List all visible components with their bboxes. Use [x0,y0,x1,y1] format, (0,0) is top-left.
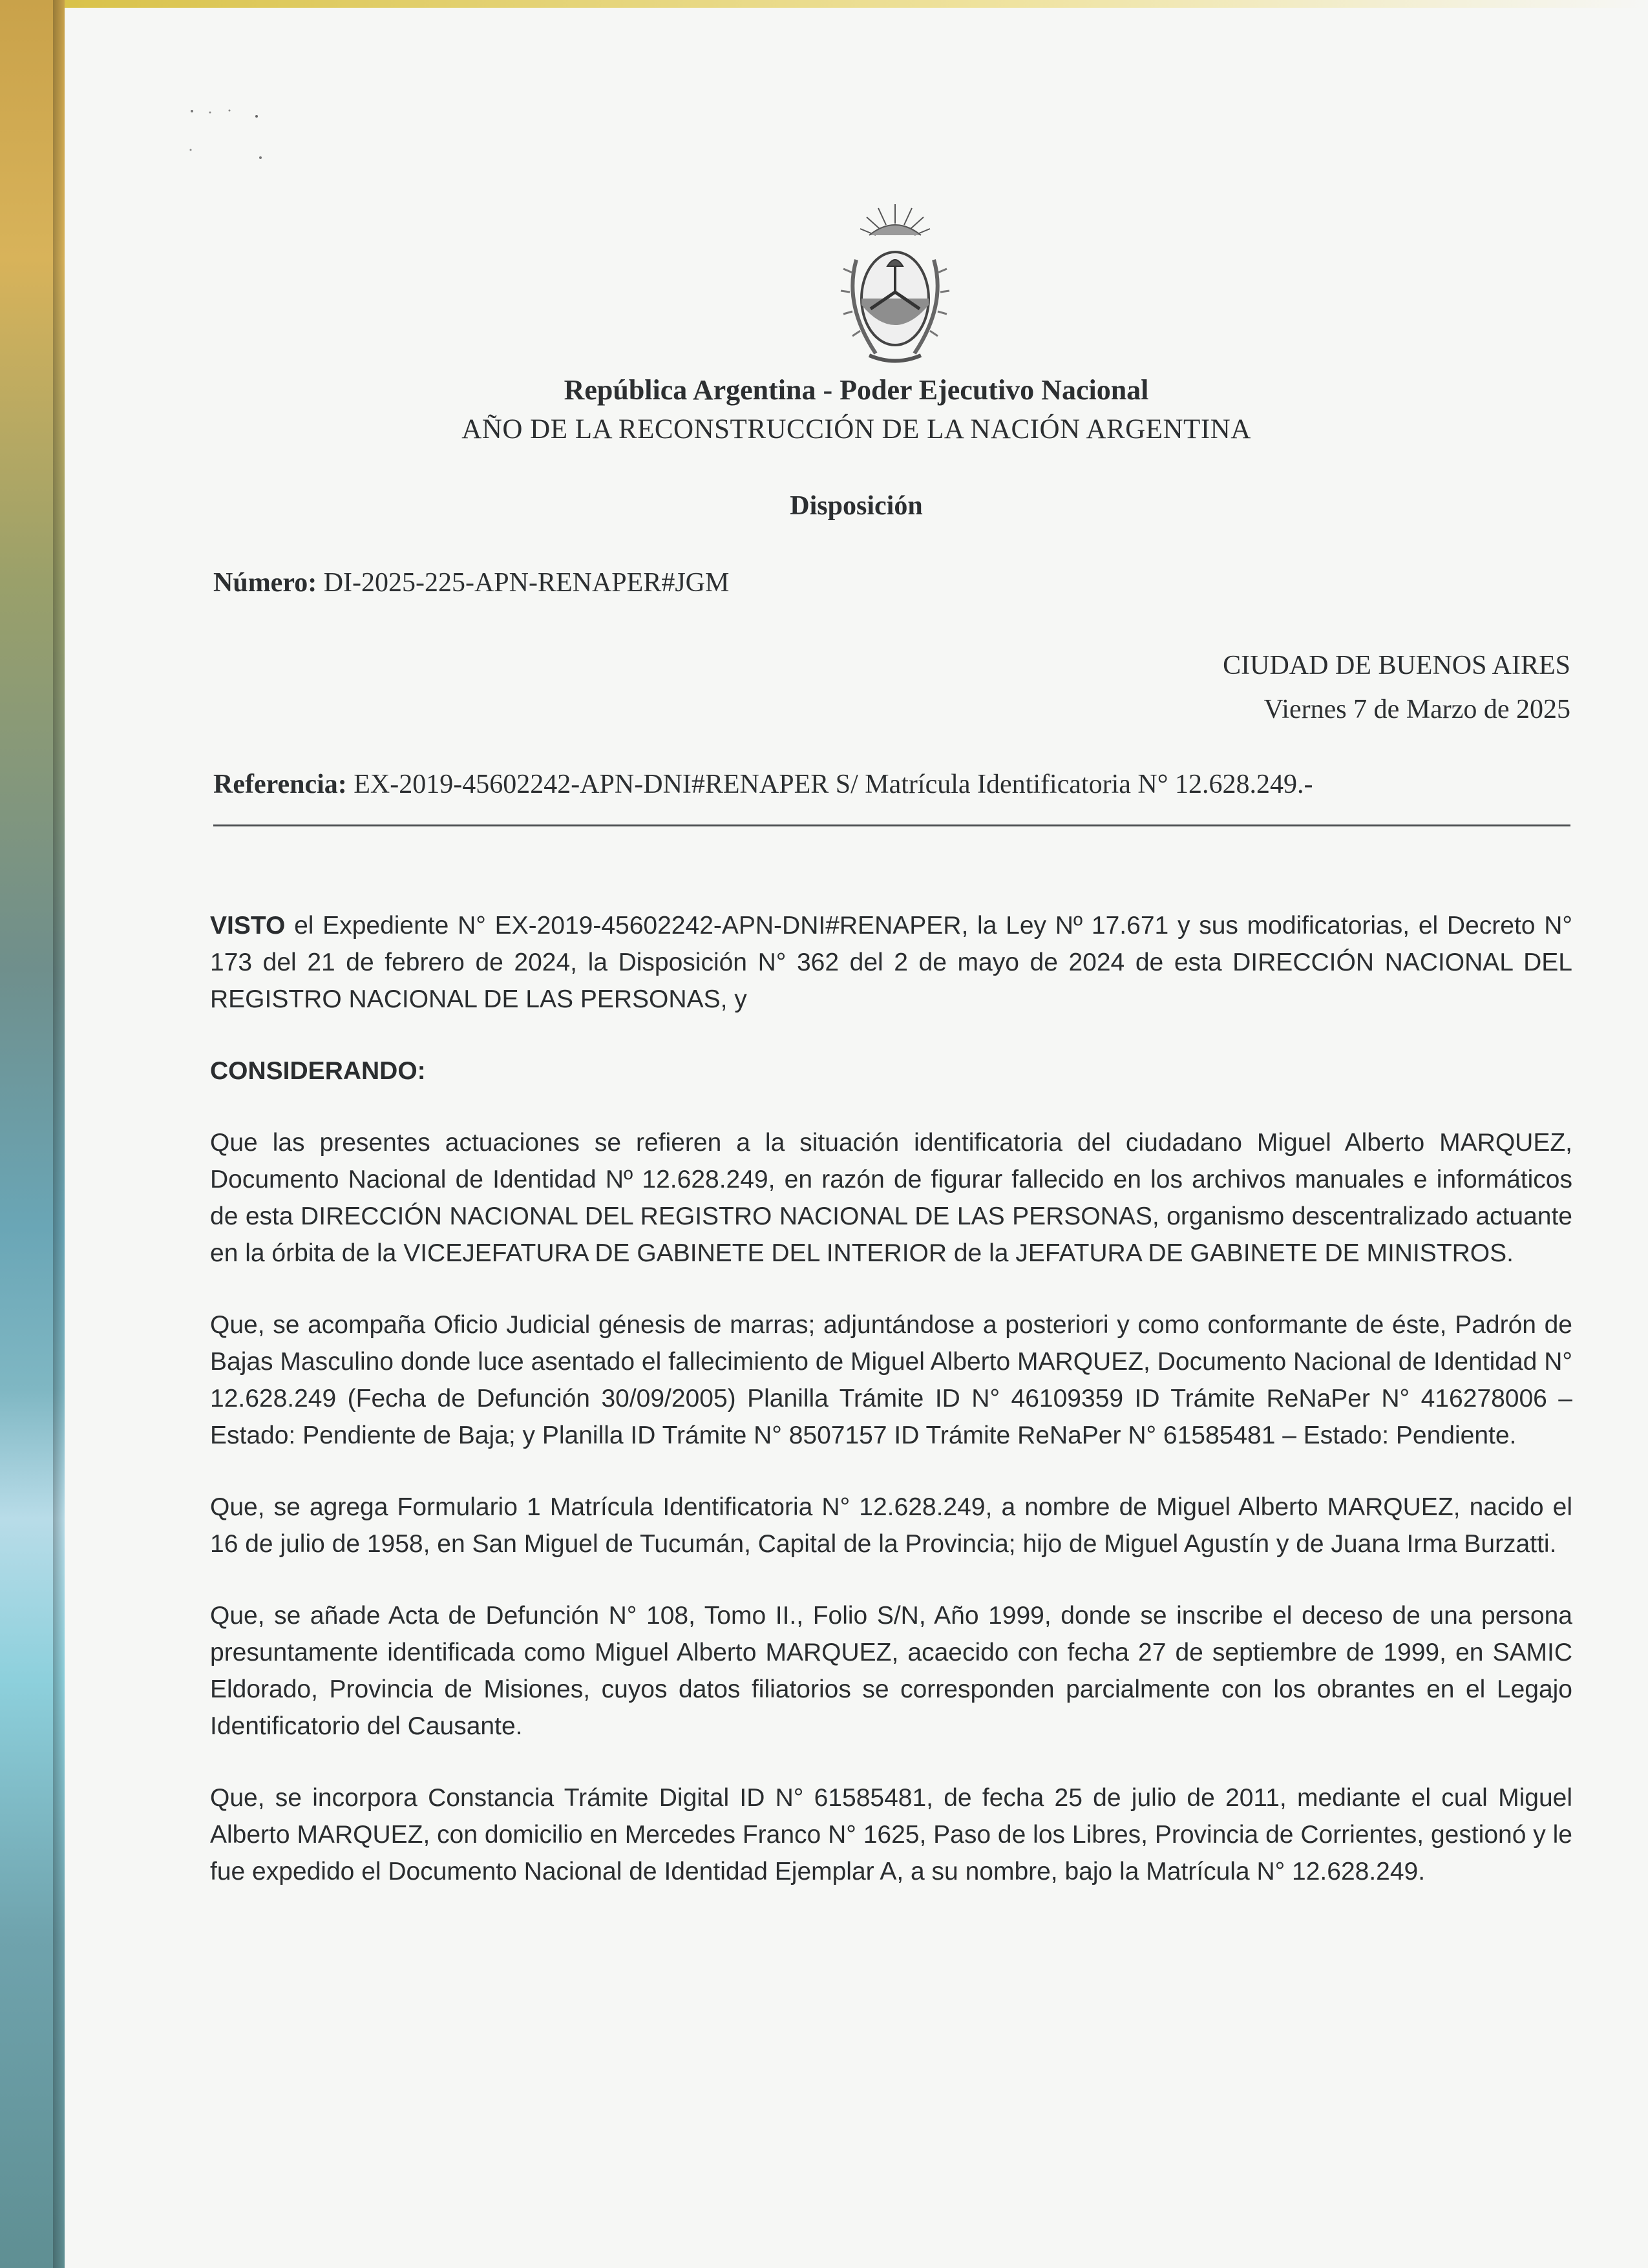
document-page [65,8,1648,2268]
issue-date: Viernes 7 de Marzo de 2025 [1263,695,1570,724]
document-number-label: Número: [213,568,317,598]
scan-marks-icon [184,98,268,169]
reference-value: EX-2019-45602242-APN-DNI#RENAPER S/ Matrícula Identificatoria N° 12.628.249.- [354,770,1313,799]
visto-text: el Expediente N° EX-2019-45602242-APN-DNI#RENAPER, la Ley Nº 17.671 y sus modificatorias, el Decreto N° 173 del 21 de febrero de 2024, la Disposición N° 362 del 2 de mayo de 2024 de esta DIRECCIÓN NACIONAL DEL REGISTRO NACIONAL DE LAS PERSONAS, y [210,912,1572,1013]
year-motto: AÑO DE LA RECONSTRUCCIÓN DE LA NACIÓN ARGENTINA [461,414,1251,445]
considerando-heading: CONSIDERANDO: [210,1057,426,1085]
body-paragraph: Que, se incorpora Constancia Trámite Digital ID N° 61585481, de fecha 25 de julio de 2011, mediante el cual Miguel Alberto MARQUEZ, con domicilio en Mercedes Franco N° 1625, Paso de los Libres, Provincia de Corrientes, gestionó y le fue expedido el Documento Nacional de Identidad Ejemplar A, a su nombre, bajo la Matrícula N° 12.628.249. [210,1784,1572,1885]
header-divider [213,824,1570,826]
visto-lead: VISTO [210,912,286,940]
visto-paragraph [210,907,1572,1018]
body-paragraph: Que, se añade Acta de Defunción N° 108, Tomo II., Folio S/N, Año 1999, donde se inscribe el deceso de una persona presuntamente identificada como Miguel Alberto MARQUEZ, acaecido con fecha 27 de septiembre de 1999, en SAMIC Eldorado, Provincia de Misiones, cuyos datos filiatorios se corresponden parcialmente con los obrantes en el Legajo Identificatorio del Causante. [210,1602,1572,1740]
reference-label: Referencia: [213,770,347,799]
body-paragraph: Que, se acompaña Oficio Judicial génesis de marras; adjuntándose a posteriori y como conformante de éste, Padrón de Bajas Masculino donde luce asentado el fallecimiento de Miguel Alberto MARQUEZ, Documento Nacional de Identidad N° 12.628.249 (Fecha de Defunción 30/09/2005) Planilla Trámite ID N° 46109359 ID Trámite ReNaPer N° 416278006 – Estado: Pendiente de Baja; y Planilla ID Trámite N° 8507157 ID Trámite ReNaPer N° 61585481 – Estado: Pendiente. [210,1311,1572,1449]
reference [213,769,1313,800]
document-body [210,907,1572,1925]
body-paragraph: Que, se agrega Formulario 1 Matrícula Identificatoria N° 12.628.249, a nombre de Miguel Alberto MARQUEZ, nacido el 16 de julio de 1958, en San Miguel de Tucumán, Capital de la Provincia; hijo de Miguel Agustín y de Juana Irma Burzatti. [210,1493,1572,1558]
body-paragraph: Que las presentes actuaciones se refieren a la situación identificatoria del ciudadano Miguel Alberto MARQUEZ, Documento Nacional de Identidad Nº 12.628.249, en razón de figurar fallecido en los archivos manuales e informáticos de esta DIRECCIÓN NACIONAL DEL REGISTRO NACIONAL DE LAS PERSONAS, organismo descentralizado actuante en la órbita de la VICEJEFATURA DE GABINETE DEL INTERIOR de la JEFATURA DE GABINETE DE MINISTROS. [210,1129,1572,1267]
issue-city: CIUDAD DE BUENOS AIRES [1223,651,1570,680]
document-number [213,567,729,598]
scan-edge [0,0,65,2268]
document-number-value: DI-2025-225-APN-RENAPER#JGM [323,568,730,598]
argentine-coat-of-arms-icon [830,202,960,376]
issuer-title: República Argentina - Poder Ejecutivo Nacional [564,374,1149,406]
document-type: Disposición [790,491,923,521]
